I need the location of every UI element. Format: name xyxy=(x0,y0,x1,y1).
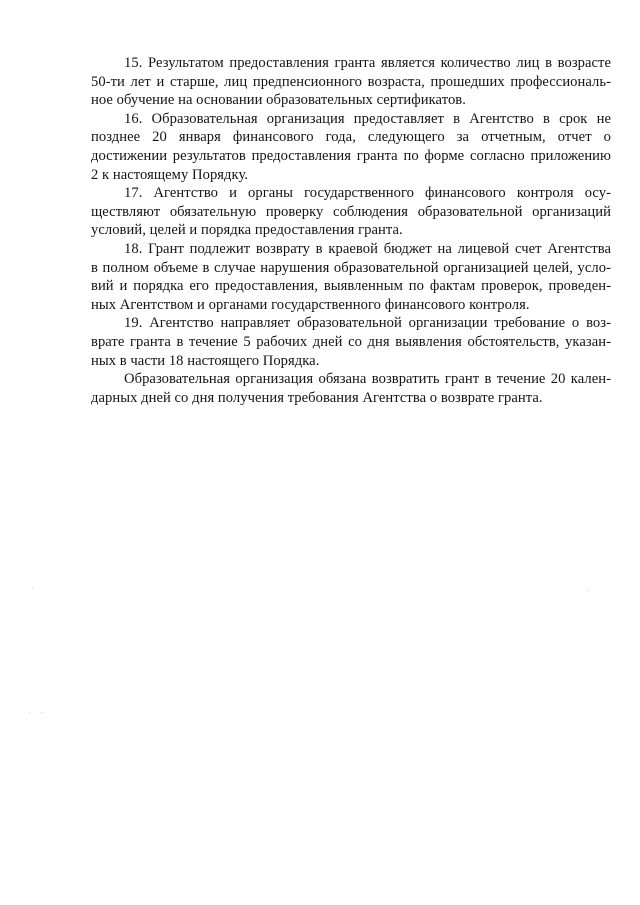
paragraph-16 xyxy=(91,110,611,184)
text-line: ное обучение на основании образовательных сертификатов. xyxy=(91,92,466,109)
text-line: 19. Агентство направляет образовательной организации требование о воз- xyxy=(124,315,611,332)
document-body xyxy=(91,54,611,407)
text-line: 2 к настоящему Порядку. xyxy=(91,166,249,183)
text-line: 15. Результатом предоставления гранта является количество лиц в возрасте xyxy=(124,55,611,71)
text-line: ных в части 18 настоящего Порядка. xyxy=(91,352,320,369)
text-line: 17. Агентство и органы государственного финансового контроля осу- xyxy=(124,185,611,202)
scan-speck xyxy=(32,587,33,588)
scan-speck xyxy=(29,712,30,713)
text-line: Образовательная организация обязана возвратить грант в течение 20 кален- xyxy=(124,371,611,388)
text-line: врате гранта в течение 5 рабочих дней со дня выявления обстоятельств, указан- xyxy=(91,333,611,350)
text-line: ных Агентством и органами государственного финансового контроля. xyxy=(91,296,530,313)
paragraph-18 xyxy=(91,240,611,314)
scan-speck xyxy=(41,712,42,713)
text-line: условий, целей и порядка предоставления гранта. xyxy=(91,222,403,239)
paragraph-15 xyxy=(91,54,611,110)
paragraph-19 xyxy=(91,314,611,370)
text-line: вий и порядка его предоставления, выявленным по фактам проверок, проведен- xyxy=(91,278,611,295)
text-line: дарных дней со дня получения требования Агентства о возврате гранта. xyxy=(91,389,543,406)
paragraph-17 xyxy=(91,184,611,240)
paragraph-19-continuation xyxy=(91,370,611,407)
text-line: в полном объеме в случае нарушения образовательной организацией целей, усло- xyxy=(91,259,611,276)
text-line: 18. Грант подлежит возврату в краевой бюджет на лицевой счет Агентства xyxy=(124,240,611,257)
text-line: 16. Образовательная организация предоставляет в Агентство в срок не xyxy=(124,110,611,127)
text-line: позднее 20 января финансового года, следующего за отчетным, отчет о xyxy=(91,129,611,146)
text-line: ществляют обязательную проверку соблюдения образовательной организаций xyxy=(91,203,611,220)
text-line: 50-ти лет и старше, лиц предпенсионного возраста, прошедших профессиональ- xyxy=(91,73,611,90)
text-line: достижении результатов предоставления гранта по форме согласно приложению xyxy=(91,147,611,164)
scan-speck xyxy=(588,590,589,591)
